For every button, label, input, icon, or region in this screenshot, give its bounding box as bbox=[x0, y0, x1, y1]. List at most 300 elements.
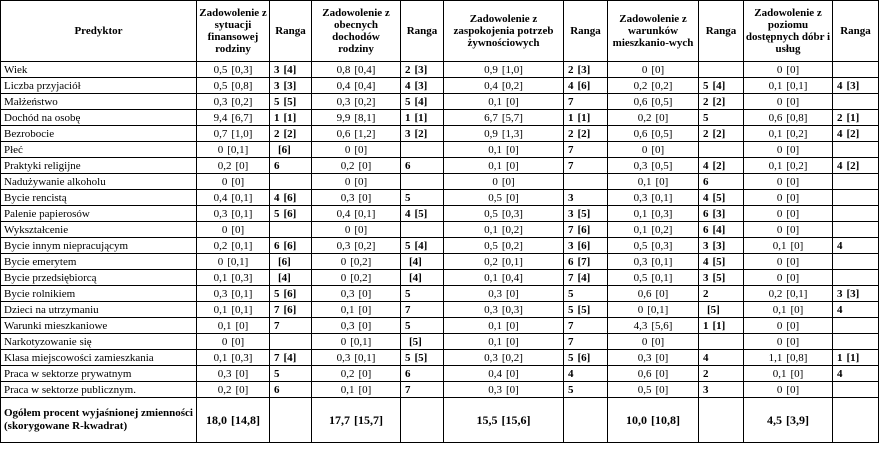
adjusted-rank: [6] bbox=[278, 255, 291, 268]
value: 0 bbox=[776, 143, 783, 156]
adjusted-value: [0] bbox=[790, 239, 804, 252]
adjusted-value: [0,3] bbox=[231, 271, 253, 284]
adjusted-value: [0] bbox=[505, 367, 519, 380]
adjusted-value: [0] bbox=[655, 111, 669, 124]
rank-cell bbox=[401, 158, 444, 174]
value: 0,4 bbox=[484, 79, 498, 92]
rank-cell bbox=[833, 382, 879, 398]
value: 0 bbox=[340, 335, 347, 348]
adjusted-value: [0] bbox=[651, 143, 665, 156]
rank: 3 bbox=[837, 287, 843, 300]
predictor-label: Bycie innym niepracującym bbox=[1, 238, 197, 254]
rank-cell bbox=[564, 174, 608, 190]
rank: 7 bbox=[274, 303, 280, 316]
total-value-cell bbox=[197, 398, 270, 443]
rank-cell bbox=[699, 222, 744, 238]
adjusted-rank: [6] bbox=[283, 239, 297, 252]
rank-cell bbox=[699, 238, 744, 254]
value: 0 bbox=[776, 255, 783, 268]
total-value-cell bbox=[744, 398, 833, 443]
adjusted-rank: [1] bbox=[283, 111, 297, 124]
table-row bbox=[1, 126, 879, 142]
rank: 5 bbox=[274, 367, 280, 380]
adjusted-value: [5,6] bbox=[651, 319, 673, 332]
value: 0,5 bbox=[484, 239, 498, 252]
value: 0 bbox=[776, 383, 783, 396]
value: 0,1 bbox=[768, 79, 783, 92]
rank: 2 bbox=[568, 127, 574, 140]
value: 0,4 bbox=[488, 367, 502, 380]
value-cell bbox=[608, 142, 699, 158]
adjusted-value: [0,1] bbox=[786, 287, 808, 300]
rank-cell bbox=[699, 62, 744, 78]
value: 0 bbox=[776, 223, 783, 236]
adjusted-value: [0,2] bbox=[354, 95, 376, 108]
value: 0,1 bbox=[488, 335, 502, 348]
rank: 2 bbox=[703, 367, 709, 380]
value: 0 bbox=[776, 319, 783, 332]
value-cell bbox=[744, 206, 833, 222]
rank-cell bbox=[564, 334, 608, 350]
rank-cell bbox=[270, 190, 312, 206]
value: 0,1 bbox=[488, 95, 502, 108]
rank: 7 bbox=[568, 95, 574, 108]
rank: 3 bbox=[568, 239, 574, 252]
adjusted-value: [0] bbox=[231, 223, 245, 236]
rank: 7 bbox=[405, 383, 411, 396]
total-adjusted-value: [14,8] bbox=[231, 413, 260, 427]
value: 0 bbox=[641, 143, 648, 156]
adjusted-rank: [5] bbox=[283, 95, 297, 108]
predictor-label: Wiek bbox=[1, 62, 197, 78]
value: 0,3 bbox=[637, 351, 652, 364]
rank: 5 bbox=[568, 351, 574, 364]
adjusted-value: [0,3] bbox=[231, 63, 253, 76]
rank-cell bbox=[699, 174, 744, 190]
rank: 6 bbox=[274, 383, 280, 396]
value-cell bbox=[444, 62, 564, 78]
value: 0,1 bbox=[772, 303, 787, 316]
value: 0,2 bbox=[217, 383, 232, 396]
value-cell bbox=[744, 366, 833, 382]
total-rank-cell bbox=[270, 398, 312, 443]
rank: 5 bbox=[405, 95, 411, 108]
value-cell bbox=[444, 270, 564, 286]
rank-cell bbox=[699, 190, 744, 206]
adjusted-value: [0] bbox=[505, 287, 519, 300]
value: 0,3 bbox=[213, 95, 228, 108]
total-value: 17,7 bbox=[329, 413, 350, 427]
value-cell bbox=[608, 78, 699, 94]
value: 0,1 bbox=[213, 351, 228, 364]
header-rank5: Ranga bbox=[833, 1, 879, 62]
rank: 3 bbox=[274, 79, 280, 92]
adjusted-rank: [2] bbox=[712, 95, 726, 108]
value: 0,1 bbox=[488, 319, 502, 332]
value-cell bbox=[197, 206, 270, 222]
value: 0,3 bbox=[484, 351, 498, 364]
value-cell bbox=[312, 222, 401, 238]
adjusted-rank: [6] bbox=[577, 223, 591, 236]
rank: 1 bbox=[703, 319, 709, 332]
rank-cell bbox=[699, 206, 744, 222]
adjusted-value: [0,1] bbox=[231, 239, 253, 252]
value: 0,6 bbox=[633, 95, 648, 108]
predictor-label: Praktyki religijne bbox=[1, 158, 197, 174]
rank: 4 bbox=[837, 303, 843, 316]
rank-cell bbox=[401, 238, 444, 254]
value: 0 bbox=[776, 175, 783, 188]
rank: 2 bbox=[568, 63, 574, 76]
adjusted-value: [0] bbox=[655, 367, 669, 380]
adjusted-value: [0] bbox=[354, 223, 368, 236]
rank: 3 bbox=[274, 63, 280, 76]
total-rank-cell bbox=[699, 398, 744, 443]
table-row bbox=[1, 62, 879, 78]
adjusted-rank: [1] bbox=[577, 111, 591, 124]
rank: 4 bbox=[405, 207, 411, 220]
adjusted-value: [0] bbox=[358, 303, 372, 316]
header-col2: Zadowolenie z obecnych dochodów rodziny bbox=[312, 1, 401, 62]
value-cell bbox=[744, 318, 833, 334]
value-cell bbox=[312, 270, 401, 286]
adjusted-rank: [4] bbox=[409, 255, 422, 268]
value: 0,3 bbox=[217, 367, 232, 380]
total-rank-cell bbox=[401, 398, 444, 443]
value-cell bbox=[444, 94, 564, 110]
adjusted-rank: [3] bbox=[414, 79, 428, 92]
value-cell bbox=[444, 254, 564, 270]
adjusted-value: [0,1] bbox=[651, 271, 673, 284]
value-cell bbox=[444, 206, 564, 222]
value: 0,1 bbox=[768, 127, 783, 140]
value-cell bbox=[744, 62, 833, 78]
value-cell bbox=[312, 254, 401, 270]
value: 0 bbox=[221, 175, 228, 188]
rank-cell bbox=[564, 302, 608, 318]
total-adjusted-value: [15,7] bbox=[354, 413, 383, 427]
rank-cell bbox=[270, 238, 312, 254]
adjusted-value: [0,1] bbox=[354, 351, 376, 364]
value-cell bbox=[608, 110, 699, 126]
adjusted-rank: [3] bbox=[577, 63, 591, 76]
rank: 7 bbox=[568, 335, 574, 348]
value-cell bbox=[444, 126, 564, 142]
rank-cell bbox=[833, 286, 879, 302]
value: 0,3 bbox=[488, 287, 502, 300]
value: 0,3 bbox=[340, 287, 355, 300]
rank-cell bbox=[401, 206, 444, 222]
rank-cell bbox=[401, 254, 444, 270]
rank: 4 bbox=[405, 79, 411, 92]
value-cell bbox=[444, 286, 564, 302]
value-cell bbox=[744, 126, 833, 142]
value: 0,3 bbox=[213, 207, 228, 220]
rank: 2 bbox=[703, 95, 709, 108]
total-adjusted-value: [3,9] bbox=[786, 413, 809, 427]
total-rank-cell bbox=[833, 398, 879, 443]
value: 0 bbox=[217, 143, 224, 156]
header-col1: Zadowolenie z sytuacji finansowej rodziny bbox=[197, 1, 270, 62]
rank-cell bbox=[564, 238, 608, 254]
adjusted-rank: [2] bbox=[712, 127, 726, 140]
adjusted-value: [1,2] bbox=[354, 127, 376, 140]
value-cell bbox=[312, 126, 401, 142]
rank-cell bbox=[699, 94, 744, 110]
rank-cell bbox=[699, 270, 744, 286]
adjusted-value: [0,3] bbox=[501, 303, 523, 316]
value-cell bbox=[444, 302, 564, 318]
value-cell bbox=[608, 254, 699, 270]
value: 0,1 bbox=[768, 159, 783, 172]
value: 0,4 bbox=[213, 191, 228, 204]
predictor-label: Płeć bbox=[1, 142, 197, 158]
value: 0,1 bbox=[217, 319, 232, 332]
rank: 5 bbox=[405, 319, 411, 332]
rank-cell bbox=[699, 318, 744, 334]
rank: 5 bbox=[703, 79, 709, 92]
rank: 5 bbox=[274, 287, 280, 300]
value-cell bbox=[608, 126, 699, 142]
total-value-cell bbox=[312, 398, 401, 443]
value-cell bbox=[608, 190, 699, 206]
adjusted-rank: [4] bbox=[414, 95, 428, 108]
adjusted-rank: [3] bbox=[283, 79, 297, 92]
total-value: 18,0 bbox=[206, 413, 227, 427]
adjusted-rank: [4] bbox=[712, 223, 726, 236]
adjusted-value: [1,3] bbox=[501, 127, 523, 140]
rank-cell bbox=[401, 318, 444, 334]
header-row bbox=[1, 1, 879, 62]
adjusted-value: [0,5] bbox=[651, 127, 673, 140]
rank: 3 bbox=[568, 191, 574, 204]
rank-cell bbox=[699, 286, 744, 302]
table-row bbox=[1, 350, 879, 366]
adjusted-rank: [6] bbox=[278, 143, 291, 156]
value-cell bbox=[312, 174, 401, 190]
value-cell bbox=[744, 286, 833, 302]
adjusted-rank: [2] bbox=[846, 159, 860, 172]
table-row bbox=[1, 174, 879, 190]
rank-cell bbox=[833, 222, 879, 238]
rank: 6 bbox=[703, 207, 709, 220]
rank: 5 bbox=[703, 111, 709, 124]
value: 0,5 bbox=[637, 383, 652, 396]
rank-cell bbox=[699, 334, 744, 350]
value-cell bbox=[312, 302, 401, 318]
value-cell bbox=[444, 238, 564, 254]
adjusted-rank: [5] bbox=[577, 207, 591, 220]
predictor-label: Małżeństwo bbox=[1, 94, 197, 110]
adjusted-value: [0,5] bbox=[651, 159, 673, 172]
rank-cell bbox=[270, 270, 312, 286]
adjusted-value: [0,4] bbox=[354, 63, 376, 76]
adjusted-rank: [6] bbox=[577, 239, 591, 252]
predictor-label: Bycie przedsiębiorcą bbox=[1, 270, 197, 286]
value: 0,1 bbox=[213, 303, 228, 316]
value-cell bbox=[444, 350, 564, 366]
value: 0 bbox=[776, 207, 783, 220]
value: 0,6 bbox=[637, 287, 652, 300]
adjusted-value: [0,1] bbox=[227, 143, 249, 156]
adjusted-value: [0] bbox=[786, 383, 800, 396]
adjusted-value: [1,0] bbox=[501, 63, 523, 76]
rank-cell bbox=[699, 142, 744, 158]
value-cell bbox=[608, 94, 699, 110]
value: 0,5 bbox=[213, 79, 228, 92]
adjusted-rank: [3] bbox=[846, 79, 860, 92]
rank-cell bbox=[564, 350, 608, 366]
rank-cell bbox=[270, 350, 312, 366]
rank: 3 bbox=[405, 127, 411, 140]
rank-cell bbox=[833, 110, 879, 126]
adjusted-value: [0,1] bbox=[231, 287, 253, 300]
adjusted-rank: [1] bbox=[846, 111, 860, 124]
rank-cell bbox=[270, 366, 312, 382]
value-cell bbox=[312, 190, 401, 206]
header-col4: Zadowolenie z warunków mieszkanio-wych bbox=[608, 1, 699, 62]
value: 1,1 bbox=[768, 351, 783, 364]
value-cell bbox=[608, 302, 699, 318]
rank-cell bbox=[833, 126, 879, 142]
value-cell bbox=[444, 142, 564, 158]
value-cell bbox=[744, 270, 833, 286]
value-cell bbox=[197, 318, 270, 334]
rank-cell bbox=[401, 110, 444, 126]
adjusted-value: [0,3] bbox=[651, 239, 673, 252]
adjusted-rank: [1] bbox=[414, 111, 428, 124]
header-rank2: Ranga bbox=[401, 1, 444, 62]
rank: 5 bbox=[568, 287, 574, 300]
rank: 1 bbox=[568, 111, 574, 124]
adjusted-value: [0,4] bbox=[354, 79, 376, 92]
rank-cell bbox=[270, 334, 312, 350]
adjusted-value: [0] bbox=[786, 223, 800, 236]
value: 0 bbox=[344, 223, 351, 236]
adjusted-value: [0] bbox=[505, 95, 519, 108]
value-cell bbox=[608, 206, 699, 222]
value-cell bbox=[744, 174, 833, 190]
rank: 5 bbox=[274, 95, 280, 108]
adjusted-value: [0] bbox=[786, 63, 800, 76]
adjusted-value: [0,1] bbox=[231, 303, 253, 316]
rank: 4 bbox=[703, 191, 709, 204]
rank: 1 bbox=[274, 111, 280, 124]
rank-cell bbox=[270, 286, 312, 302]
rank: 5 bbox=[405, 239, 411, 252]
value-cell bbox=[197, 286, 270, 302]
total-rank-cell bbox=[564, 398, 608, 443]
rank-cell bbox=[401, 126, 444, 142]
rank: 5 bbox=[405, 191, 411, 204]
rank: 1 bbox=[837, 351, 843, 364]
value-cell bbox=[444, 382, 564, 398]
value: 0 bbox=[641, 335, 648, 348]
adjusted-value: [0,2] bbox=[501, 351, 523, 364]
value: 0,1 bbox=[484, 271, 498, 284]
value: 0,5 bbox=[488, 191, 502, 204]
rank-cell bbox=[270, 158, 312, 174]
table-row bbox=[1, 206, 879, 222]
value: 0,1 bbox=[633, 207, 648, 220]
adjusted-rank: [2] bbox=[414, 127, 428, 140]
rank: 5 bbox=[405, 287, 411, 300]
value-cell bbox=[444, 174, 564, 190]
rank-cell bbox=[833, 318, 879, 334]
adjusted-value: [6,7] bbox=[231, 111, 253, 124]
value-cell bbox=[197, 222, 270, 238]
rank-cell bbox=[564, 286, 608, 302]
value: 0,6 bbox=[633, 127, 648, 140]
value: 0 bbox=[776, 271, 783, 284]
value: 0,5 bbox=[213, 63, 228, 76]
adjusted-value: [0] bbox=[358, 367, 372, 380]
rank: 2 bbox=[703, 287, 709, 300]
adjusted-rank: [6] bbox=[577, 351, 591, 364]
adjusted-value: [0] bbox=[505, 191, 519, 204]
rank: 6 bbox=[274, 239, 280, 252]
adjusted-rank: [5] bbox=[577, 303, 591, 316]
rank-cell bbox=[833, 78, 879, 94]
rank-cell bbox=[401, 190, 444, 206]
rank-cell bbox=[270, 382, 312, 398]
adjusted-value: [0] bbox=[790, 367, 804, 380]
adjusted-value: [0] bbox=[358, 319, 372, 332]
value-cell bbox=[312, 366, 401, 382]
adjusted-rank: [6] bbox=[283, 303, 297, 316]
value-cell bbox=[312, 350, 401, 366]
table-row bbox=[1, 334, 879, 350]
rank: 4 bbox=[703, 159, 709, 172]
value-cell bbox=[444, 158, 564, 174]
rank-cell bbox=[833, 270, 879, 286]
value-cell bbox=[744, 190, 833, 206]
adjusted-value: [0,2] bbox=[786, 127, 808, 140]
adjusted-value: [0,1] bbox=[651, 191, 673, 204]
rank-cell bbox=[401, 350, 444, 366]
rank: 2 bbox=[405, 63, 411, 76]
table-row bbox=[1, 286, 879, 302]
adjusted-rank: [4] bbox=[278, 271, 291, 284]
value-cell bbox=[312, 78, 401, 94]
rank: 7 bbox=[568, 319, 574, 332]
value-cell bbox=[197, 254, 270, 270]
rank: 6 bbox=[405, 159, 411, 172]
value: 0,5 bbox=[633, 239, 648, 252]
rank-cell bbox=[564, 366, 608, 382]
rank: 7 bbox=[568, 159, 574, 172]
value: 0,1 bbox=[484, 223, 498, 236]
rank-cell bbox=[699, 382, 744, 398]
value: 0 bbox=[344, 143, 351, 156]
value: 0,6 bbox=[768, 111, 783, 124]
value: 0 bbox=[340, 255, 347, 268]
value: 0,6 bbox=[336, 127, 351, 140]
adjusted-rank: [1] bbox=[712, 319, 726, 332]
value-cell bbox=[197, 366, 270, 382]
adjusted-value: [0] bbox=[655, 287, 669, 300]
rank-cell bbox=[401, 270, 444, 286]
adjusted-value: [0,1] bbox=[647, 303, 669, 316]
rank: 5 bbox=[405, 351, 411, 364]
table-row bbox=[1, 382, 879, 398]
rank-cell bbox=[401, 286, 444, 302]
rank-cell bbox=[564, 78, 608, 94]
value-cell bbox=[197, 238, 270, 254]
header-col3: Zadowolenie z zaspokojenia potrzeb żywnościowych bbox=[444, 1, 564, 62]
value: 0,2 bbox=[340, 159, 355, 172]
adjusted-value: [0] bbox=[505, 335, 519, 348]
